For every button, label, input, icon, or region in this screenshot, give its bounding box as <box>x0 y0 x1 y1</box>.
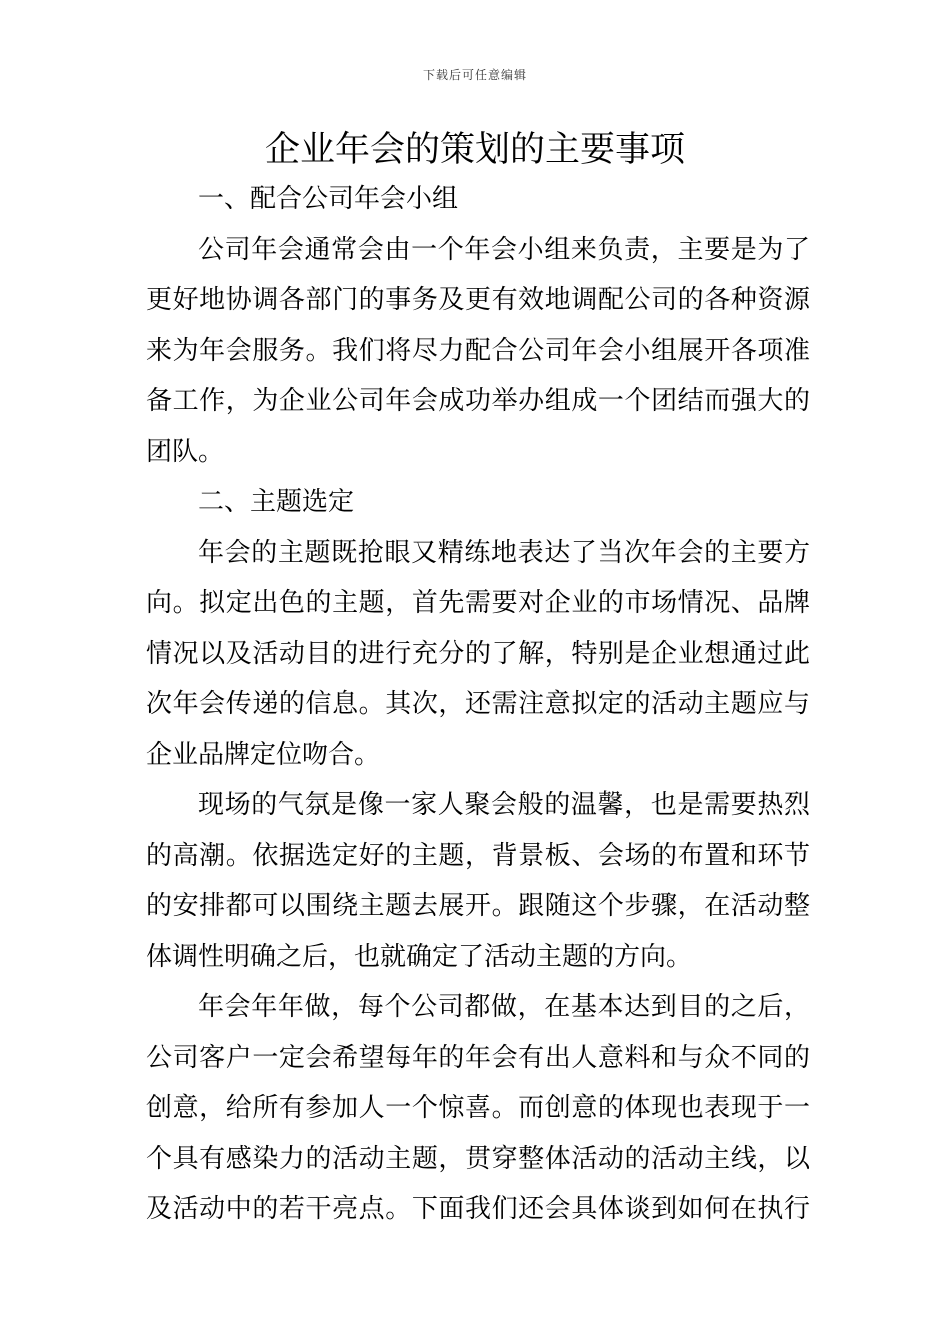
paragraph-line: 个具有感染力的活动主题，贯穿整体活动的活动主线，以 <box>146 1143 810 1174</box>
paragraph-line: 年会的主题既抢眼又精练地表达了当次年会的主要方 <box>198 537 810 568</box>
paragraph-line: 现场的气氛是像一家人聚会般的温馨，也是需要热烈 <box>198 790 810 820</box>
paragraph-line: 情况以及活动目的进行充分的了解，特别是企业想通过此 <box>146 638 810 669</box>
paragraph-line: 年会年年做，每个公司都做，在基本达到目的之后， <box>198 992 810 1022</box>
paragraph-line: 来为年会服务。我们将尽力配合公司年会小组展开各项准 <box>146 335 810 366</box>
paragraph-line: 的高潮。依据选定好的主题，背景板、会场的布置和环节 <box>146 840 810 871</box>
paragraph-line: 创意，给所有参加人一个惊喜。而创意的体现也表现于一 <box>146 1093 810 1123</box>
paragraph-line: 更好地协调各部门的事务及更有效地调配公司的各种资源 <box>146 285 810 315</box>
paragraph-line: 向。拟定出色的主题，首先需要对企业的市场情况、品牌 <box>146 588 810 618</box>
paragraph-line: 公司客户一定会希望每年的年会有出人意料和与众不同的 <box>146 1042 810 1073</box>
paragraph-line: 的安排都可以围绕主题去展开。跟随这个步骤，在活动整 <box>146 891 810 921</box>
paragraph-line: 备工作，为企业公司年会成功举办组成一个团结而强大的 <box>146 386 810 416</box>
paragraph-line: 次年会传递的信息。其次，还需注意拟定的活动主题应与 <box>146 689 810 719</box>
paragraph-line: 体调性明确之后，也就确定了活动主题的方向。 <box>146 941 693 972</box>
paragraph-line: 及活动中的若干亮点。下面我们还会具体谈到如何在执行 <box>146 1194 810 1224</box>
paragraph-line: 团队。 <box>146 436 225 467</box>
section-heading: 二、主题选定 <box>198 487 355 517</box>
section-heading: 一、配合公司年会小组 <box>198 184 459 214</box>
paragraph-line: 公司年会通常会由一个年会小组来负责，主要是为了 <box>198 234 810 265</box>
document-body <box>146 174 810 1235</box>
header-note: 下载后可任意编辑 <box>422 68 527 82</box>
page-title: 企业年会的策划的主要事项 <box>264 130 685 170</box>
paragraph-line: 企业品牌定位吻合。 <box>146 739 381 770</box>
